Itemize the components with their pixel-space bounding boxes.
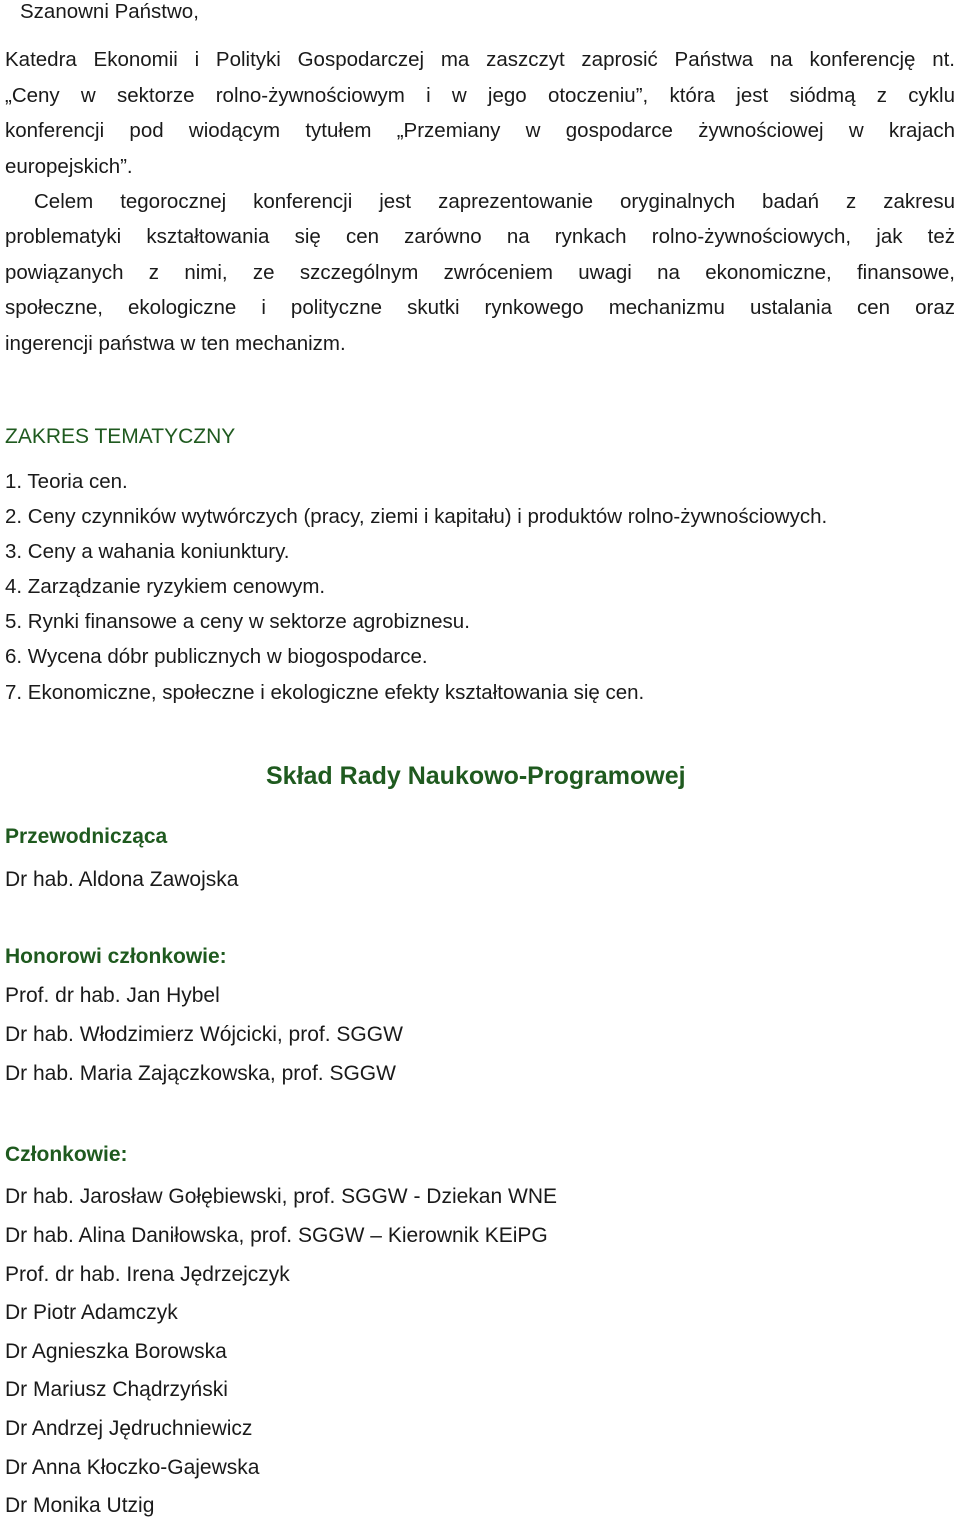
purpose-line-last: ingerencji państwa w ten mechanizm. [5,332,346,355]
member: Dr Mariusz Chądrzyński [5,1378,228,1401]
chair-name: Dr hab. Aldona Zawojska [5,868,239,891]
intro-line: „Ceny w sektorze rolno-żywnościowym i w jego otoczeniu”, która jest siódmą z cyklu [5,84,955,107]
members-heading: Członkowie: [5,1143,128,1166]
greeting: Szanowni Państwo, [20,0,199,23]
scope-item: 2. Ceny czynników wytwórczych (pracy, ziemi i kapitału) i produktów rolno-żywnościowych. [5,505,828,528]
intro-line-last: europejskich”. [5,155,133,178]
member: Dr Piotr Adamczyk [5,1301,178,1324]
member: Prof. dr hab. Irena Jędrzejczyk [5,1263,290,1286]
purpose-line: społeczne, ekologiczne i polityczne skutki rynkowego mechanizmu ustalania cen oraz [5,296,955,319]
scope-item: 4. Zarządzanie ryzykiem cenowym. [5,575,326,598]
honorary-member: Dr hab. Maria Zajączkowska, prof. SGGW [5,1062,396,1085]
purpose-line: Celem tegorocznej konferencji jest zaprezentowanie oryginalnych badań z zakresu [34,190,955,213]
honorary-member: Dr hab. Włodzimierz Wójcicki, prof. SGGW [5,1023,403,1046]
intro-line: konferencji pod wiodącym tytułem „Przemiany w gospodarce żywnościowej w krajach [5,119,955,142]
scope-heading: ZAKRES TEMATYCZNY [5,425,236,448]
intro-line: Katedra Ekonomii i Polityki Gospodarczej ma zaszczyt zaprosić Państwa na konferencję nt. [5,48,955,71]
scope-item: 1. Teoria cen. [5,470,128,493]
scope-item: 7. Ekonomiczne, społeczne i ekologiczne efekty kształtowania się cen. [5,681,645,704]
honorary-member: Prof. dr hab. Jan Hybel [5,984,220,1007]
honorary-heading: Honorowi członkowie: [5,945,227,968]
chair-heading: Przewodnicząca [5,825,168,848]
scope-item: 5. Rynki finansowe a ceny w sektorze agrobiznesu. [5,610,470,633]
scope-item: 3. Ceny a wahania koniunktury. [5,540,290,563]
council-title: Skład Rady Naukowo-Programowej [266,762,686,790]
member: Dr Andrzej Jędruchniewicz [5,1417,253,1440]
member: Dr Agnieszka Borowska [5,1340,227,1363]
member: Dr Monika Utzig [5,1494,155,1517]
member: Dr hab. Jarosław Gołębiewski, prof. SGGW - Dziekan WNE [5,1185,557,1208]
scope-item: 6. Wycena dóbr publicznych w biogospodarce. [5,645,428,668]
member: Dr Anna Kłoczko-Gajewska [5,1456,260,1479]
purpose-line: powiązanych z nimi, ze szczególnym zwróceniem uwagi na ekonomiczne, finansowe, [5,261,955,284]
member: Dr hab. Alina Daniłowska, prof. SGGW – Kierownik KEiPG [5,1224,548,1247]
purpose-line: problematyki kształtowania się cen zarówno na rynkach rolno-żywnościowych, jak też [5,225,955,248]
